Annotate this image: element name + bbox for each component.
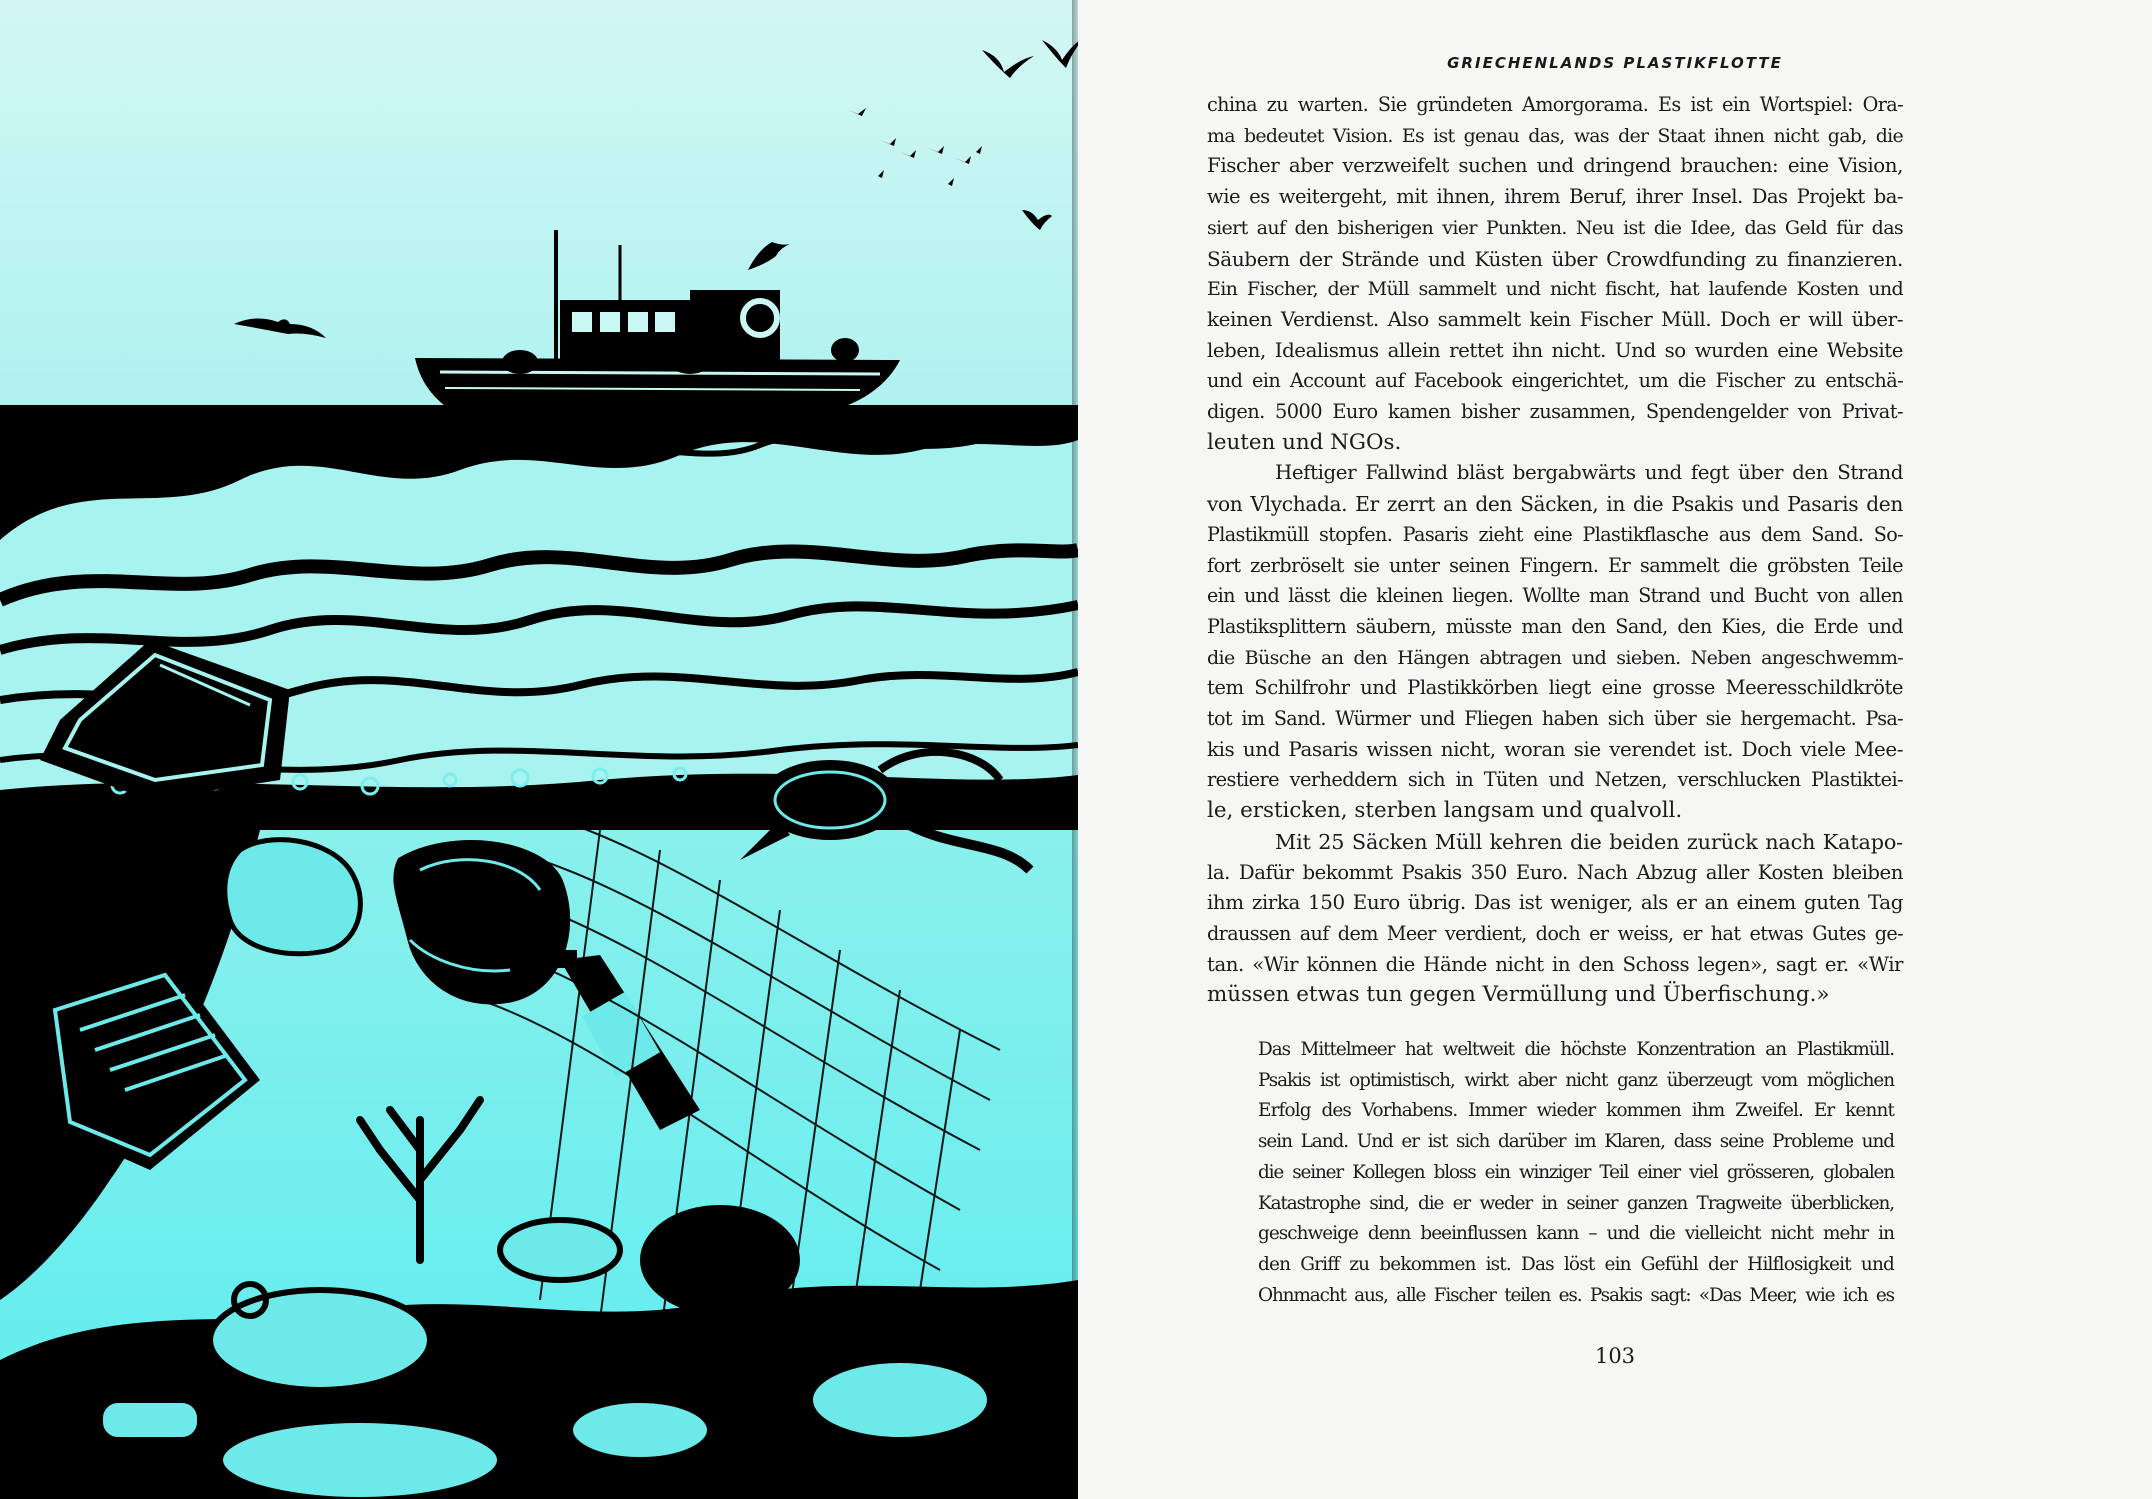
body-line: tot im Sand. Würmer und Fliegen haben sich über sie hergemacht. Psa- <box>1207 707 1903 731</box>
body-line: tan. «Wir können die Hände nicht in den Schoss legen», sagt er. «Wir <box>1207 952 1903 976</box>
body-line: und ein Account auf Facebook eingerichtet, um die Fischer zu entschä- <box>1207 369 1903 393</box>
insert-line: Ohnmacht aus, alle Fischer teilen es. Psakis sagt: «Das Meer, wie ich es <box>1258 1284 1894 1306</box>
body-line: wie es weitergeht, mit ihnen, ihrem Beruf, ihrer Insel. Das Projekt ba- <box>1207 185 1903 209</box>
sky <box>0 0 1078 410</box>
body-line: Säubern der Strände und Küsten über Crowdfunding zu finanzieren. <box>1207 246 1903 271</box>
body-line: le, ersticken, sterben langsam und qualvoll. <box>1207 798 1683 824</box>
body-line: draussen auf dem Meer verdient, doch er weiss, er hat etwas Gutes ge- <box>1207 921 1903 945</box>
body-line: ihm zirka 150 Euro übrig. Das ist weniger, als er an einem guten Tag <box>1207 891 1903 915</box>
body-line: leben, Idealismus allein rettet ihn nicht. Und so wurden eine Website <box>1207 338 1903 362</box>
body-line: restiere verheddern sich in Tüten und Netzen, verschlucken Plastiktei- <box>1207 768 1903 792</box>
insert-line: den Griff zu bekommen ist. Das löst ein Gefühl der Hilflosigkeit und <box>1258 1253 1894 1275</box>
body-line: Plastiksplittern säubern, müsste man den Sand, den Kies, die Erde und <box>1207 614 1903 638</box>
body-line: fort zerbröselt sie unter seinen Fingern. Er sammelt die gröbsten Teile <box>1207 553 1903 577</box>
body-line: siert auf den bisherigen vier Punkten. Neu ist die Idee, das Geld für das <box>1207 216 1903 239</box>
insert-line: Katastrophe sind, die er weder in seiner ganzen Tragweite überblicken, <box>1258 1192 1894 1214</box>
body-line: müssen etwas tun gegen Vermüllung und Überfischung.» <box>1207 982 1830 1008</box>
insert-text <box>1258 1035 1894 1311</box>
body-line: die Büsche an den Hängen abtragen und sieben. Neben angeschwemm- <box>1207 646 1903 669</box>
body-line: Plastikmüll stopfen. Pasaris zieht eine Plastikflasche aus dem Sand. So- <box>1207 522 1903 546</box>
body-line: keinen Verdienst. Also sammelt kein Fischer Müll. Doch er will über- <box>1207 307 1903 331</box>
body-line: Ein Fischer, der Müll sammelt und nicht fischt, hat laufende Kosten und <box>1207 278 1903 301</box>
insert-line: Erfolg des Vorhabens. Immer wieder kommen ihm Zweifel. Er kennt <box>1258 1100 1894 1122</box>
insert-line: die seiner Kollegen bloss ein winziger Teil einer viel grösseren, globalen <box>1258 1161 1894 1183</box>
body-line: von Vlychada. Er zerrt an den Säcken, in die Psakis und Pasaris den <box>1207 492 1903 517</box>
body-line: ein und lässt die kleinen liegen. Wollte man Strand und Bucht von allen <box>1207 584 1903 608</box>
body-line: Fischer aber verzweifelt suchen und dringend brauchen: eine Vision, <box>1207 154 1903 178</box>
body-line: digen. 5000 Euro kamen bisher zusammen, Spendengelder von Privat- <box>1207 400 1903 424</box>
body-line: tem Schilfrohr und Plastikkörben liegt eine grosse Meeresschildkröte <box>1207 676 1903 700</box>
text-page <box>1078 0 2152 1499</box>
page-number: 103 <box>1594 1344 1636 1368</box>
body-line: leuten und NGOs. <box>1207 429 1402 455</box>
body-text <box>1207 90 1903 1011</box>
body-line: china zu warten. Sie gründeten Amorgorama. Es ist ein Wortspiel: Ora- <box>1207 93 1903 116</box>
body-line: ma bedeutet Vision. Es ist genau das, was der Staat ihnen nicht gab, die <box>1207 124 1903 147</box>
body-line: Mit 25 Säcken Müll kehren die beiden zurück nach Katapo- <box>1275 829 1903 854</box>
insert-line: Psakis ist optimistisch, wirkt aber nicht ganz überzeugt vom möglichen <box>1258 1069 1894 1091</box>
insert-line: Das Mittelmeer hat weltweit die höchste Konzentration an Plastikmüll. <box>1258 1039 1894 1060</box>
body-line: Heftiger Fallwind bläst bergabwärts und fegt über den Strand <box>1275 461 1903 485</box>
insert-line: sein Land. Und er ist sich darüber im Klaren, dass seine Probleme und <box>1258 1131 1894 1153</box>
body-line: kis und Pasaris wissen nicht, woran sie verendet ist. Doch viele Mee- <box>1207 737 1903 761</box>
running-head: GRIECHENLANDS PLASTIKFLOTTE <box>1447 54 1783 72</box>
insert-line: geschweige denn beeinflussen kann – und die vielleicht nicht mehr in <box>1258 1223 1894 1245</box>
body-line: la. Dafür bekommt Psakis 350 Euro. Nach Abzug aller Kosten bleiben <box>1207 860 1903 884</box>
